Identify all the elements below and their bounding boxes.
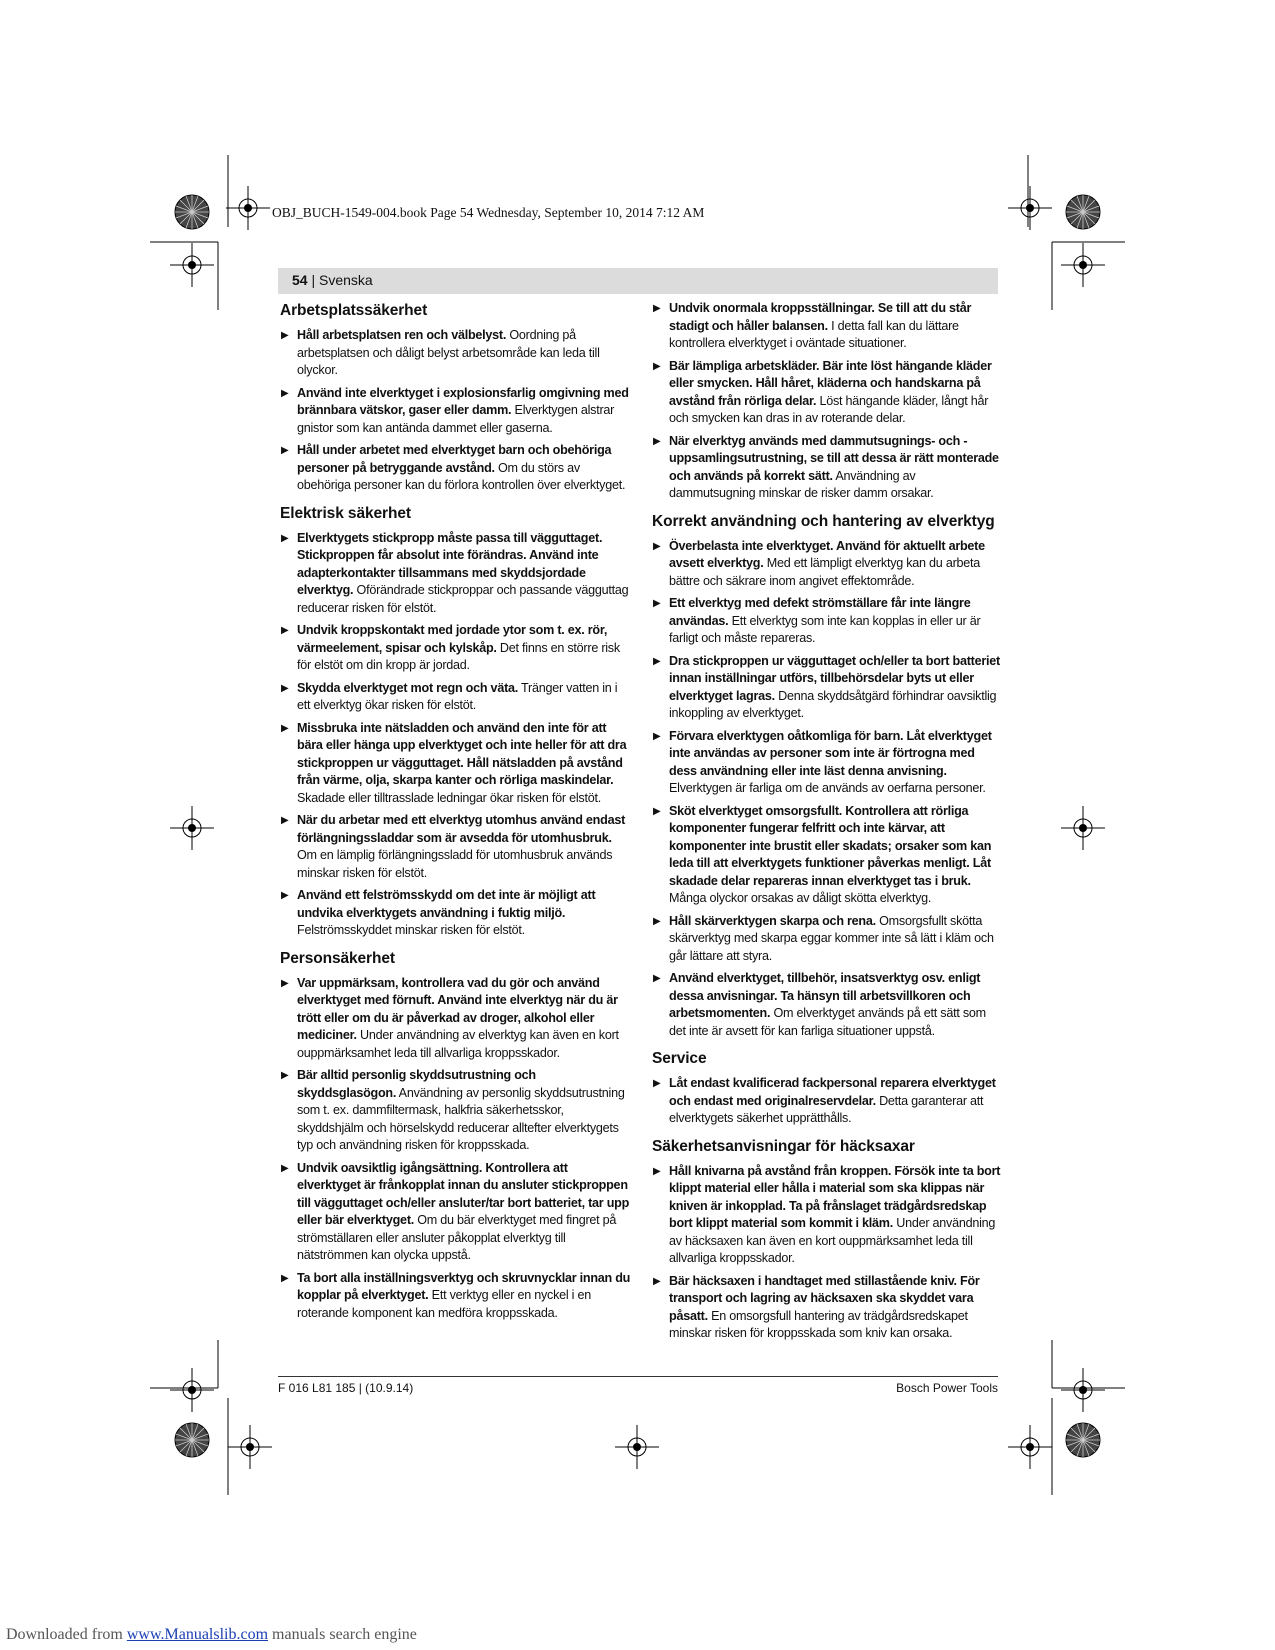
instruction-bold: Använd inte elverktyget i explosionsfarlig omgivning med brännbara vätskor, gaser eller damm. (297, 385, 629, 417)
bullet-arrow-icon: ▶ (281, 815, 289, 826)
download-prefix: Downloaded from (6, 1626, 127, 1643)
instruction-bold: Håll arbetsplatsen ren och välbelyst. (297, 328, 507, 342)
instruction-text: Om elverktyget används på ett sätt som det inte är avsett för kan farliga situationer uppstå. (669, 1006, 986, 1038)
instruction-bold: Bär häcksaxen i handtaget med stillastående kniv. För transport och lagring av häcksaxen ska skyddet vara påsatt. (669, 1273, 980, 1323)
download-banner (6, 1626, 417, 1644)
manualslib-link[interactable]: www.Manualslib.com (126, 1626, 269, 1643)
instruction-text: Det finns en större risk för elstöt om din kropp är jordad. (297, 640, 620, 672)
instruction-bold: Använd elverktyget, tillbehör, insatsverktyg osv. enligt dessa anvisningar. Ta hänsyn till arbetsvillkoren och arbetsmomenten. (669, 971, 981, 1020)
safety-instruction (280, 1270, 632, 1323)
instruction-text: Användning av personlig skyddsutrustning som t. ex. dammfiltermask, halkfria säkerhetsskor, skyddshjälm och hörselskydd reducerar alltefter elverktygets typ och användning risken för kroppsskada. (297, 1085, 625, 1152)
bullet-arrow-icon: ▶ (281, 1070, 289, 1081)
download-suffix: manuals search engine (268, 1626, 417, 1643)
instruction-bold: Överbelasta inte elverktyget. Använd för aktuellt arbete avsett elverktyg. (669, 538, 985, 570)
safety-instruction (280, 812, 632, 882)
bullet-arrow-icon: ▶ (281, 387, 289, 399)
bullet-arrow-icon: ▶ (653, 973, 661, 984)
print-slug: OBJ_BUCH-1549-004.book Page 54 Wednesday, September 10, 2014 7:12 AM (272, 205, 705, 220)
page-number: 54 (292, 272, 308, 288)
instruction-bold: Ta bort alla inställningsverktyg och skruvnycklar innan du kopplar på elverktyget. (297, 1270, 631, 1302)
instruction-text: I detta fall kan du lättare kontrollera elverktyget i oväntade situationer. (669, 318, 959, 350)
instruction-text: Elverktygen är farliga om de används av oerfarna personer. (669, 781, 986, 795)
instruction-text: Om du störs av obehöriga personer kan du förlora kontrollen över elverktyget. (297, 460, 626, 492)
instruction-text: Under användning av elverktyg kan även en kort ouppmärksamhet leda till allvarliga kroppsskador. (297, 1028, 619, 1060)
safety-instruction (652, 358, 1004, 428)
instruction-text: Ett verktyg eller en nyckel i en roterande komponent kan medföra kroppsskada. (297, 1288, 591, 1320)
instruction-bold: Förvara elverktygen oåtkomliga för barn. Låt elverktyget inte användas av personer som inte är förtrogna med dess användning eller inte läst denna anvisning. (669, 728, 992, 778)
safety-instruction (652, 913, 1004, 966)
section-title: Arbetsplatssäkerhet (280, 302, 428, 319)
bullet-arrow-icon: ▶ (653, 730, 661, 742)
safety-instruction (652, 1163, 1004, 1268)
instruction-bold: Använd ett felströmsskydd om det inte är möjligt att undvika elverktygets användning i fuktig miljö. (297, 888, 596, 920)
bullet-arrow-icon: ▶ (281, 722, 289, 734)
instruction-bold: Skydda elverktyget mot regn och väta. (297, 680, 519, 695)
safety-instruction (280, 975, 632, 1063)
safety-instruction (652, 300, 1004, 353)
instruction-bold: Håll under arbetet med elverktyget barn och obehöriga personer på betryggande avstånd. (297, 443, 612, 475)
section-title: Personsäkerhet (280, 949, 395, 967)
instruction-bold: Låt endast kvalificerad fackpersonal reparera elverktyget och endast med originalreservdelar. (669, 1076, 996, 1108)
safety-instruction (652, 728, 1004, 798)
instruction-text: Med ett lämpligt elverktyg kan du arbeta bättre och säkrare inom angivet effektområde. (669, 556, 981, 588)
instruction-text: Omsorgsfullt skötta skärverktyg med skarpa eggar kommer inte så lätt i kläm och går lättare att styra. (669, 913, 994, 963)
right-column (652, 300, 1004, 1348)
safety-instruction (280, 622, 632, 675)
instruction-bold: Ett elverktyg med defekt strömställare får inte längre användas. (669, 596, 971, 628)
safety-instruction (652, 538, 1004, 591)
section-title: Säkerhetsanvisningar för häcksaxar (652, 1137, 915, 1155)
instruction-bold: Undvik oavsiktlig igångsättning. Kontrollera att elverktyget är frånkopplat innan du ansluter stickproppen till vägguttaget och/eller ansluter/tar bort batteriet, tar upp eller bär elverktyget. (297, 1160, 630, 1227)
section-title: Elektrisk säkerhet (280, 504, 411, 522)
bullet-arrow-icon: ▶ (653, 805, 661, 817)
left-column (280, 300, 632, 1327)
bullet-arrow-icon: ▶ (281, 445, 289, 456)
bullet-arrow-icon: ▶ (281, 532, 289, 544)
instruction-bold: Bär alltid personlig skyddsutrustning och skyddsglasögon. (297, 1068, 536, 1100)
instruction-text: Ett elverktyg som inte kan kopplas in eller ur är farligt och måste repareras. (669, 613, 981, 645)
instruction-text: Elverktygen alstrar gnistor som kan antända dammet eller gaserna. (297, 403, 615, 435)
safety-instruction (280, 680, 632, 715)
instruction-bold: Missbruka inte nätsladden och använd den inte för att bära eller hänga upp elverktyget och inte heller för att dra stickproppen ur vägguttaget. Håll nätsladden på avstånd från värme, olja, skarpa kanter och rörliga maskindelar. (297, 720, 627, 787)
safety-instruction (280, 442, 632, 495)
instruction-text: Under användning av häcksaxen kan även en kort ouppmärksamhet leda till allvarliga kroppsskador. (669, 1216, 996, 1265)
instruction-bold: Håll knivarna på avstånd från kroppen. Försök inte ta bort klippt material eller hålla i material som ska klippas när kniven är inkopplad. Ta på frånslaget trädgårdsredskap bort klippt material som kommit i kläm. (669, 1163, 1001, 1230)
instruction-text: Tränger vatten in i ett elverktyg ökar risken för elstöt. (297, 680, 618, 712)
header-separator: | (307, 272, 319, 288)
instruction-text: Skadade eller tilltrasslade ledningar ökar risken för elstöt. (297, 790, 601, 805)
instruction-text: En omsorgsfull hantering av trädgårdsredskapet minskar risken för kroppsskada som kniv kan orsaka. (669, 1308, 968, 1340)
safety-instruction (280, 1067, 632, 1155)
instruction-bold: Sköt elverktyget omsorgsfullt. Kontrollera att rörliga komponenter fungerar felfritt och inte kärvar, att komponenter inte brustit eller skadats; orsaker som kan leda till att elverktygets funktioner påverkas menligt. Låt skadade delar repareras innan elverktyget tas i bruk. (669, 803, 992, 888)
bullet-arrow-icon: ▶ (653, 1275, 661, 1287)
bullet-arrow-icon: ▶ (281, 1272, 289, 1284)
instruction-text: Denna skyddsåtgärd förhindrar oavsiktlig inkoppling av elverktyget. (669, 688, 997, 720)
instruction-bold: Undvik kroppskontakt med jordade ytor som t. ex. rör, värmeelement, spisar och kylskåp. (297, 623, 608, 655)
instruction-text: Oordning på arbetsplatsen och dåligt belyst arbetsområde kan leda till olyckor. (297, 328, 600, 377)
instruction-text: Felströmsskyddet minskar risken för elstöt. (297, 923, 525, 937)
safety-instruction (280, 530, 632, 618)
instruction-bold: Bär lämpliga arbetskläder. Bär inte löst hängande kläder eller smycken. Håll håret, kläderna och handskarna på avstånd från rörliga delar. (669, 358, 992, 408)
footer-brand: Bosch Power Tools (896, 1381, 998, 1395)
safety-instruction (280, 1160, 632, 1265)
bullet-arrow-icon: ▶ (653, 540, 661, 552)
bullet-arrow-icon: ▶ (653, 435, 661, 447)
safety-instruction (280, 887, 632, 940)
safety-instruction (280, 327, 632, 380)
safety-instruction (652, 970, 1004, 1040)
instruction-text: Många olyckor orsakas av dåligt skötta elverktyg. (669, 891, 932, 905)
safety-instruction (652, 433, 1004, 503)
instruction-bold: När du arbetar med ett elverktyg utomhus använd endast förlängningssladdar som är avsedda för utomhusbruk. (297, 813, 626, 845)
safety-instruction (652, 1075, 1004, 1128)
bullet-arrow-icon: ▶ (281, 682, 289, 694)
page-header-bar (278, 268, 998, 294)
instruction-bold: Håll skärverktygen skarpa och rena. (669, 913, 876, 928)
safety-instruction (652, 653, 1004, 723)
bullet-arrow-icon: ▶ (281, 890, 289, 901)
bullet-arrow-icon: ▶ (653, 655, 661, 667)
safety-instruction (652, 1273, 1004, 1343)
section-title: Korrekt användning och hantering av elverktyg (652, 512, 995, 530)
footer-rule (278, 1376, 998, 1377)
instruction-bold: Dra stickproppen ur vägguttaget och/eller ta bort batteriet innan inställningar utförs, tillbehörsdelar byts ut eller elverktyget lagras. (669, 653, 1000, 703)
bullet-arrow-icon: ▶ (653, 360, 661, 372)
instruction-bold: Undvik onormala kroppsställningar. Se till att du står stadigt och håller balansen. (669, 301, 972, 333)
instruction-text: Detta garanterar att elverktygets säkerhet upprätthålls. (669, 1093, 984, 1125)
instruction-bold: Elverktygets stickpropp måste passa till vägguttaget. Stickproppen får absolut inte förändras. Använd inte adapterkontakter tillsammans med skyddsjordade elverktyg. (297, 530, 603, 597)
bullet-arrow-icon: ▶ (653, 915, 661, 927)
bullet-arrow-icon: ▶ (281, 330, 289, 341)
bullet-arrow-icon: ▶ (281, 977, 289, 989)
bullet-arrow-icon: ▶ (653, 1078, 661, 1089)
safety-instruction (280, 720, 632, 808)
instruction-text: Om du bär elverktyget med fingret på strömställaren eller ansluter påkopplat elverktyg till nätströmmen kan olycka uppstå. (297, 1213, 617, 1262)
page-header (292, 272, 373, 288)
bullet-arrow-icon: ▶ (281, 1162, 289, 1174)
safety-instruction (652, 803, 1004, 908)
bullet-arrow-icon: ▶ (653, 1165, 661, 1177)
safety-instruction (280, 385, 632, 438)
header-language: Svenska (319, 272, 373, 288)
bullet-arrow-icon: ▶ (281, 625, 289, 636)
instruction-text: Löst hängande kläder, långt hår och smycken kan dras in av roterande delar. (669, 393, 989, 425)
instruction-text: Om en lämplig förlängningssladd för utomhusbruk används minskar risken för elstöt. (297, 848, 613, 880)
bullet-arrow-icon: ▶ (653, 303, 661, 314)
instruction-bold: Var uppmärksam, kontrollera vad du gör och använd elverktyget med förnuft. Använd inte elverktyg när du är trött eller om du är påverkad av droger, alkohol eller mediciner. (297, 975, 618, 1042)
bullet-arrow-icon: ▶ (653, 598, 661, 609)
instruction-text: Användning av dammutsugning minskar de risker damm orsakar. (669, 468, 934, 500)
safety-instruction (652, 595, 1004, 648)
instruction-bold: När elverktyg används med dammutsugnings- och -uppsamlingsutrustning, se till att dessa är rätt monterade och används på korrekt sätt. (669, 433, 999, 483)
footer-doc-number: F 016 L81 185 | (10.9.14) (278, 1381, 414, 1395)
instruction-text: Oförändrade stickproppar och passande vägguttag reducerar risken för elstöt. (297, 583, 629, 615)
section-title: Service (652, 1050, 707, 1067)
